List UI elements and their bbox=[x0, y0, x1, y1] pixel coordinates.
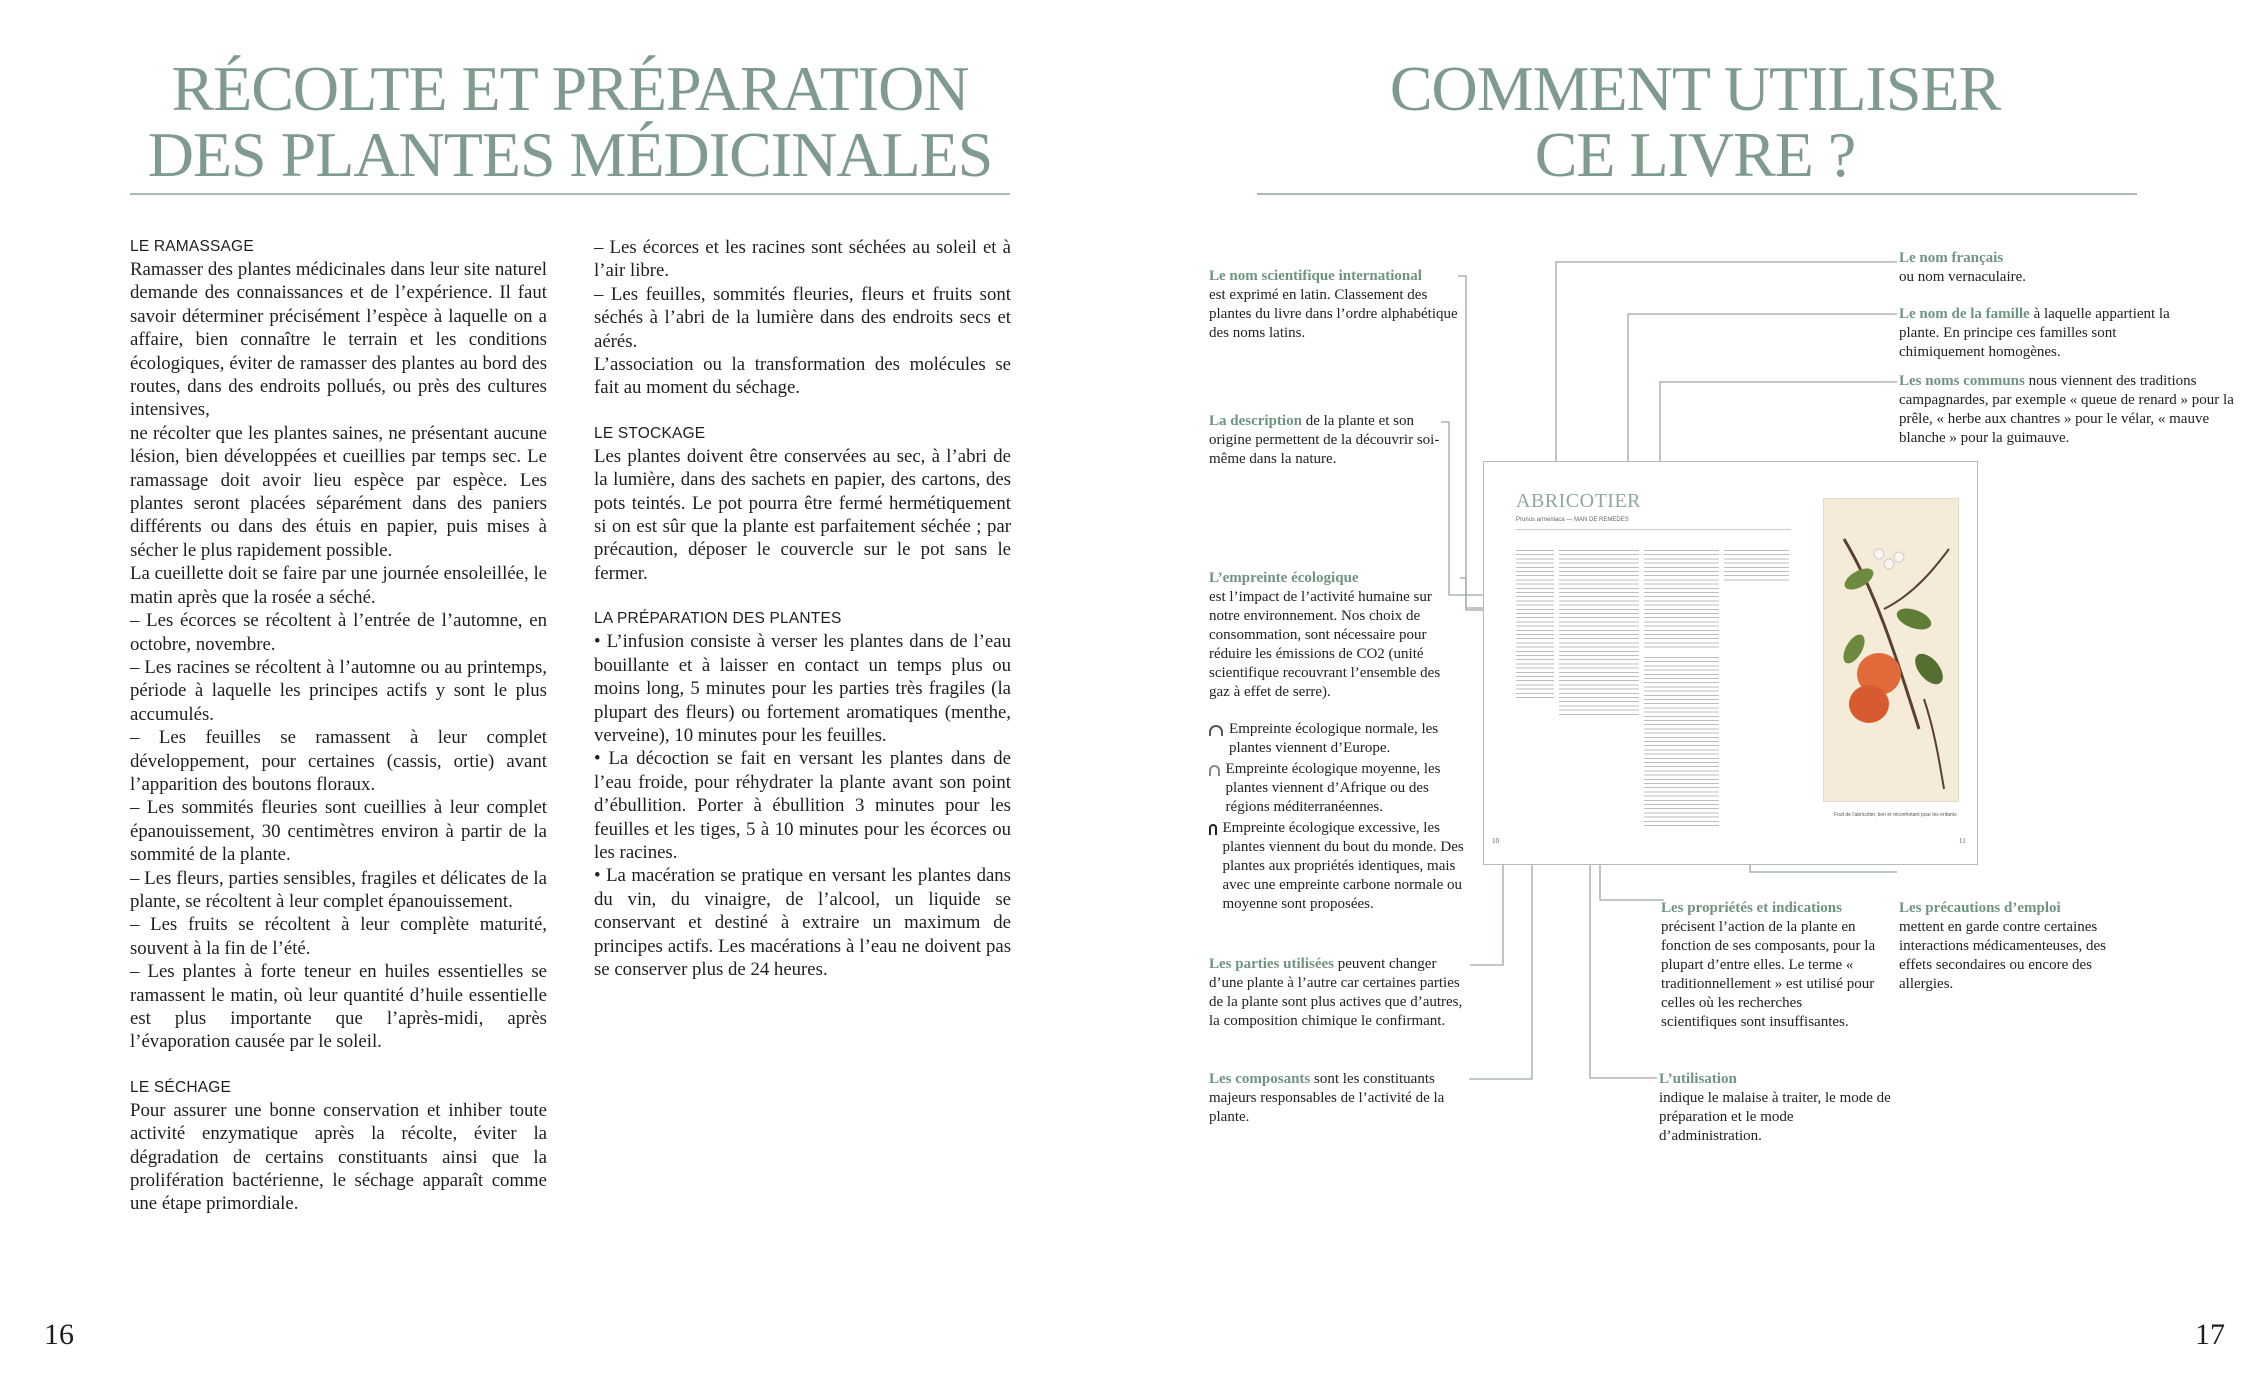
annotation-precautions bbox=[1899, 899, 2124, 994]
leader-empreinte bbox=[1460, 578, 1483, 610]
annotation-text: peuvent changer d’une plante à l’autre car certaines parties de la plante sont plus actives que d’autres, la composition chimique le confirmant. bbox=[1209, 956, 1463, 1029]
annotation-key: L’empreinte écologique bbox=[1209, 570, 1359, 586]
annotation-text: de la plante et son origine permettent de la découvrir soi-même dans la nature. bbox=[1209, 413, 1440, 467]
annotation-empreinte bbox=[1209, 569, 1459, 702]
annotation-text: est l’impact de l’activité humaine sur notre environnement. Nos choix de consommation, sont nécessaire pour réduire les émissions de CO2 (unité scientifique recouvrant l’ensemble des gaz à effet de serre). bbox=[1209, 589, 1441, 700]
annotation-key: Les noms communs bbox=[1899, 373, 2025, 389]
annotation-text: est exprimé en latin. Classement des plantes du livre dans l’ordre alphabétique des noms latins. bbox=[1209, 287, 1458, 341]
annotation-proprietes bbox=[1661, 899, 1876, 1032]
annotation-key: Les composants bbox=[1209, 1071, 1311, 1087]
apricot-illustration bbox=[1823, 498, 1959, 802]
annotation-key: Le nom de la famille bbox=[1899, 306, 2030, 322]
annotation-key: Le nom scientifique international bbox=[1209, 268, 1422, 284]
annotation-text: indique le malaise à traiter, le mode de préparation et le mode d’administration. bbox=[1659, 1090, 1891, 1144]
left-title-line2: DES PLANTES MÉDICINALES bbox=[147, 119, 993, 190]
annotation-text: nous viennent des traditions campagnardes, par exemple « queue de renard » pour la prêle, « herbe aux chantres » pour le vélar, « mauve blanche » pour la guimauve. bbox=[1899, 373, 2234, 446]
annotation-text: mettent en garde contre certaines interactions médicamenteuses, des effets secondaires ou encore des allergies. bbox=[1899, 919, 2107, 992]
annotation-composants bbox=[1209, 1070, 1474, 1127]
eco-normale-text: Empreinte écologique normale, les plantes viennent d’Europe. bbox=[1229, 721, 1439, 756]
sample-page-number-left: 10 bbox=[1492, 837, 1499, 845]
heading-stockage: LE STOCKAGE bbox=[594, 424, 706, 442]
annotation-description bbox=[1209, 412, 1449, 469]
sample-text-block bbox=[1516, 550, 1554, 700]
sample-page-title: ABRICOTIER bbox=[1516, 490, 1641, 512]
annotation-text: à laquelle appartient la plante. En principe ces familles sont chimiquement homogènes. bbox=[1899, 306, 2170, 360]
sample-page-subtitle: Prunus armeniaca — MAN DE REMEDES bbox=[1516, 517, 1629, 523]
right-title-line1: COMMENT UTILISER bbox=[1389, 53, 2001, 124]
annotation-key: Le nom français bbox=[1899, 250, 2004, 266]
text-preparation: • L’infusion consiste à verser les plantes dans de l’eau bouillante et à laisser en contact un temps plus ou moins long, 5 minutes pour les parties très fragiles (la plupart des fleurs) ou fortement aromatiques (menthe, verveine), 10 minutes pour les feuilles. • La décoction se fait en versant les plantes dans de l’eau froide, pour réhydrater la plante avant son point d’ébullition. Porter à ébullition 3 minutes pour les feuilles et les tiges, 5 à 10 minutes pour les écorces ou les racines. • La macération se pratique en versant les plantes dans du vin, du vinaigre, de l’alcool, un liquide se conservant et destiné à extraire un maximum de principes actifs. Les macérations à l’eau ne doivent pas se conserver plus de 24 heures. bbox=[594, 631, 1011, 980]
sample-page-thumbnail bbox=[1483, 461, 1978, 865]
eco-excessive-icon bbox=[1209, 824, 1217, 835]
annotation-famille bbox=[1899, 305, 2179, 362]
heading-ramassage: LE RAMASSAGE bbox=[130, 238, 254, 255]
right-title-line2: CE LIVRE ? bbox=[1534, 119, 1856, 190]
eco-excessive-text: Empreinte écologique excessive, les plantes viennent du bout du monde. Des plantes aux propriétés identiques, mais avec une empreinte carbone normale ou moyenne sont proposées. bbox=[1222, 820, 1464, 912]
annotation-key: L’utilisation bbox=[1659, 1071, 1737, 1087]
eco-normal-icon bbox=[1209, 725, 1223, 736]
sample-text-block bbox=[1644, 550, 1719, 650]
annotation-text: sont les constituants majeurs responsables de l’activité de la plante. bbox=[1209, 1071, 1445, 1125]
annotation-key: Les parties utilisées bbox=[1209, 956, 1334, 972]
annotation-text: ou nom vernaculaire. bbox=[1899, 269, 2027, 285]
annotation-utilisation bbox=[1659, 1070, 1899, 1146]
apricot-branch-icon bbox=[1824, 499, 1958, 801]
annotation-key: Les précautions d’emploi bbox=[1899, 900, 2061, 916]
sample-page-caption: Fruit de l’abricotier, bon et réconfortant pour les enfants bbox=[1834, 812, 1957, 818]
text-ramassage: Ramasser des plantes médicinales dans leur site naturel demande des connaissances et de l’expérience. Il faut savoir déterminer précisément l’espèce à laquelle on a affaire, bien connaître le terrain et les conditions écologiques, éviter de ramasser des plantes au bord des routes, dans des endroits pollués, ou près des cultures intensives, ne récolter que les plantes saines, ne présentant aucune lésion, bien développées et cueillies par temps sec. Le ramassage doit avoir lieu espèce par espèce. Les plantes seront placées séparément dans des paniers différents ou dans des étuis en papier, puis mises à sécher le plus rapidement possible. La cueillette doit se faire par une journée ensoleillée, le matin après que la rosée a séché. – Les écorces se récoltent à l’entrée de l’automne, en octobre, novembre. – Les racines se récoltent à l’automne ou au printemps, période à laquelle les principes actifs y sont le plus accumulés. – Les feuilles se ramassent à leur complet développement, pour certaines (cassis, ortie) avant l’apparition des boutons floraux. – Les sommités fleuries sont cueillies à leur complet épanouissement, 30 centimètres environ à partir de la sommité de la plante. – Les fleurs, parties sensibles, fragiles et délicates de la plante, se récoltent à leur complet épanouissement. – Les fruits se récoltent à leur complète maturité, souvent à la fin de l’été. – Les plantes à forte teneur en huiles essentielles se ramassent le matin, où leur quantité d’huile essentielle est plus importante que l’après-midi, après l’évaporation causée par le soleil. bbox=[130, 259, 547, 1053]
sample-text-block bbox=[1559, 550, 1639, 715]
annotation-key: Les propriétés et indications bbox=[1661, 900, 1842, 916]
heading-sechage: LE SÉCHAGE bbox=[130, 1078, 232, 1096]
annotation-nom-francais bbox=[1899, 249, 2179, 287]
annotation-nom-scientifique bbox=[1209, 267, 1459, 343]
sample-text-block bbox=[1644, 657, 1719, 827]
heading-preparation: LA PRÉPARATION DES PLANTES bbox=[594, 610, 842, 628]
leader-nom-scientifique bbox=[1458, 276, 1483, 608]
annotation-noms-communs bbox=[1899, 372, 2244, 448]
annotation-text: précisent l’action de la plante en fonction de ses composants, pour la plupart d’entre elles. Le terme « traditionnellement » est utilisé pour celles où les recherches scientifiques sont insuffisantes. bbox=[1661, 919, 1876, 1030]
text-sechage-cont: – Les écorces et les racines sont séchées au soleil et à l’air libre. – Les feuilles, sommités fleuries, fleurs et fruits sont séchés à l’abri de la lumière dans des endroits secs et aérés. L’association ou la transformation des molécules se fait au moment du séchage. bbox=[594, 237, 1011, 399]
left-title-line1: RÉCOLTE ET PRÉPARATION bbox=[171, 53, 969, 124]
annotation-key: La description bbox=[1209, 413, 1302, 429]
text-stockage: Les plantes doivent être conservées au sec, à l’abri de la lumière, dans des sachets en papier, des cartons, des pots teintés. Le pot pourra être fermé hermétiquement si on est sûr que la plante est parfaitement séchée ; par précaution, déposer le couvercle sur le pot sans le fermer. bbox=[594, 445, 1011, 584]
page-number-left: 16 bbox=[44, 1318, 74, 1351]
eco-moyenne-text: Empreinte écologique moyenne, les plantes viennent d’Afrique ou des régions méditerranéennes. bbox=[1225, 761, 1441, 815]
text-sechage: Pour assurer une bonne conservation et inhiber toute activité enzymatique après la récolte, éviter la dégradation de certains constituants ainsi que la prolifération bactérienne, le séchage apparaît comme une étape primordiale. bbox=[130, 1099, 547, 1215]
annotation-parties bbox=[1209, 955, 1474, 1031]
sample-page-rule bbox=[1516, 529, 1791, 530]
sample-page-number-right: 11 bbox=[1959, 837, 1966, 845]
eco-legend bbox=[1209, 720, 1464, 914]
page-number-right: 17 bbox=[2195, 1318, 2225, 1351]
sample-text-block bbox=[1724, 550, 1789, 582]
eco-medium-icon bbox=[1209, 765, 1220, 776]
